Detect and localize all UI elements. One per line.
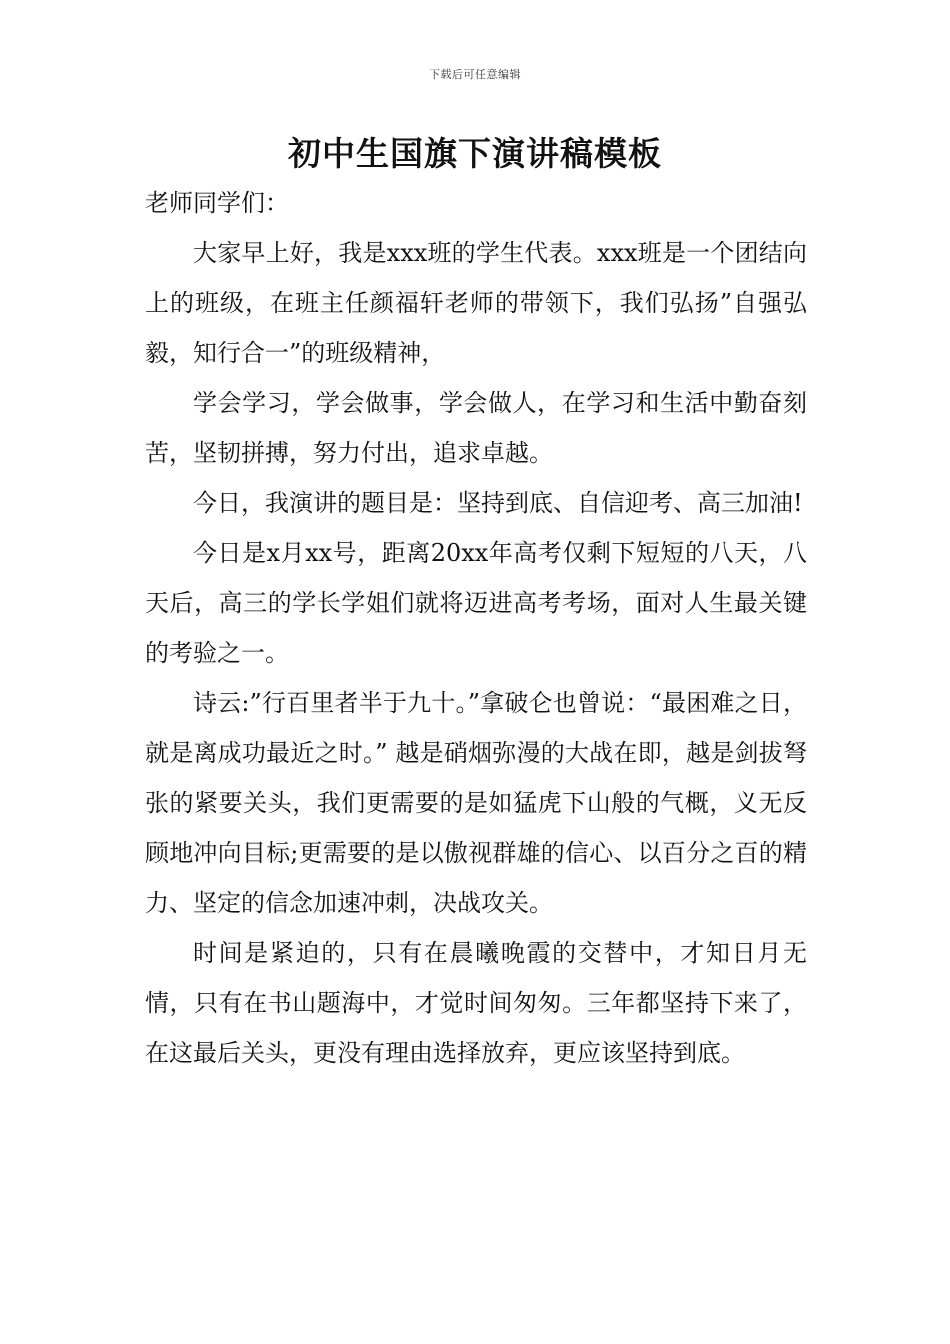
document-body bbox=[145, 178, 807, 1078]
paragraph-6: 时间是紧迫的，只有在晨曦晚霞的交替中，才知日月无情，只有在书山题海中，才觉时间匆匆。三年都坚持下来了，在这最后关头，更没有理由选择放弃，更应该坚持到底。 bbox=[145, 939, 807, 1067]
document-title: 初中生国旗下演讲稿模板 bbox=[288, 134, 662, 173]
paragraph-3: 今日，我演讲的题目是：坚持到底、自信迎考、高三加油! bbox=[193, 489, 803, 517]
greeting-line: 老师同学们： bbox=[145, 189, 289, 217]
paragraph-5: 诗云:”行百里者半于九十。”拿破仑也曾说：“最困难之日，就是离成功最近之时。” 越是硝烟弥漫的大战在即，越是剑拔弩张的紧要关头，我们更需要的是如猛虎下山般的气概，义无反顾地冲向目标;更需要的是以傲视群雄的信心、以百分之百的精力、坚定的信念加速冲刺，决战攻关。 bbox=[145, 689, 807, 917]
paragraph-2: 学会学习，学会做事，学会做人，在学习和生活中勤奋刻苦，坚韧拼搏，努力付出，追求卓越。 bbox=[145, 389, 807, 467]
paragraph-1: 大家早上好，我是xxx班的学生代表。xxx班是一个团结向上的班级，在班主任颜福轩老师的带领下，我们弘扬”自强弘毅，知行合一”的班级精神， bbox=[145, 239, 807, 367]
page-header-note: 下载后可任意编辑 bbox=[429, 68, 521, 81]
paragraph-4: 今日是x月xx号，距离20xx年高考仅剩下短短的八天，八天后，高三的学长学姐们就将迈进高考考场，面对人生最关键的考验之一。 bbox=[145, 539, 807, 667]
